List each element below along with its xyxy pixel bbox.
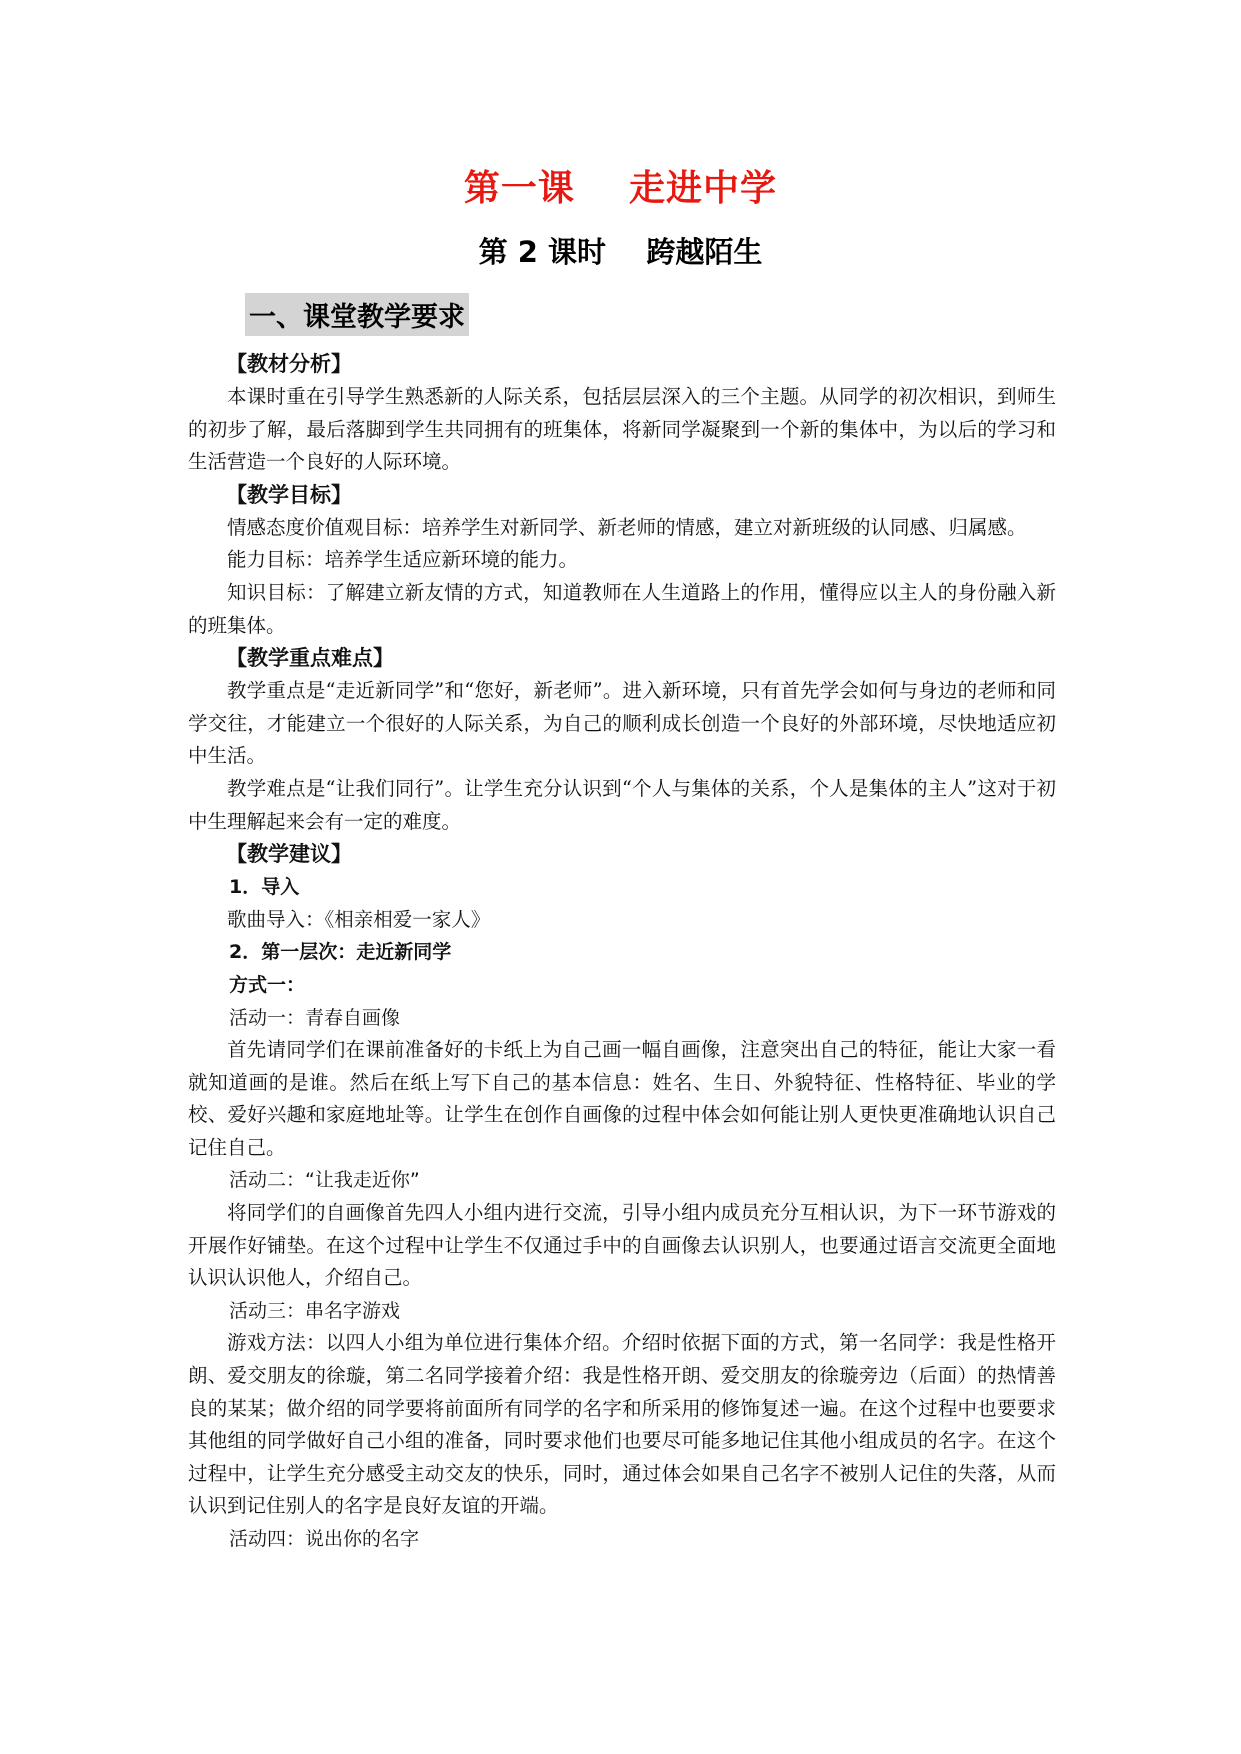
heading-key-difficult-points: 【教学重点难点】 bbox=[226, 646, 394, 671]
paragraph-ability-goal: 能力目标：培养学生适应新环境的能力。 bbox=[227, 548, 579, 572]
activity-two-text: 将同学们的自画像首先四人小组内进行交流，引导小组内成员充分互相认识，为下一环节游戏的开展作好铺垫。在这个过程中让学生不仅通过手中的自画像去认识别人，也要通过语言交流更全面地认识认识他人，介绍自己。 bbox=[188, 1201, 1056, 1290]
activity-three-title: 活动三：串名字游戏 bbox=[229, 1299, 401, 1322]
heading-teaching-suggestions: 【教学建议】 bbox=[226, 842, 352, 867]
subheading-method-one: 方式一： bbox=[229, 973, 306, 996]
paragraph-emotion-goal: 情感态度价值观目标：培养学生对新同学、新老师的情感，建立对新班级的认同感、归属感。 bbox=[227, 515, 1027, 539]
activity-two-title: 活动二：“让我走近你” bbox=[229, 1169, 420, 1192]
activity-four-title: 活动四：说出你的名字 bbox=[229, 1528, 420, 1550]
activity-one-title: 活动一：青春自画像 bbox=[229, 1006, 401, 1029]
paragraph-knowledge-goal: 知识目标：了解建立新友情的方式，知道教师在人生道路上的作用，懂得应以主人的身份融入新的班集体。 bbox=[188, 580, 1056, 637]
subheading-level-one: 2．第一层次：走近新同学 bbox=[229, 941, 452, 964]
heading-textbook-analysis: 【教材分析】 bbox=[226, 352, 352, 376]
subheading-intro: 1．导入 bbox=[229, 876, 300, 899]
activity-three-text: 游戏方法：以四人小组为单位进行集体介绍。介绍时依据下面的方式，第一名同学：我是性格开朗、爱交朋友的徐璇，第二名同学接着介绍：我是性格开朗、爱交朋友的徐璇旁边（后面）的热情善良的某某；做介绍的同学要将前面所有同学的名字和所采用的修饰复述一遍。在这个过程中也要要求其他组的同学做好自己小组的准备，同时要求他们也要尽可能多地记住其他小组成员的名字。在这个过程中，让学生充分感受主动交友的快乐，同时，通过体会如果自己名字不被别人记住的失落，从而认识到记住别人的名字是良好友谊的开端。 bbox=[188, 1331, 1056, 1518]
paragraph-key-point: 教学重点是“走近新同学”和“您好，新老师”。进入新环境，只有首先学会如何与身边的老师和同学交往，才能建立一个很好的人际关系，为自己的顺利成长创造一个良好的外部环境，尽快地适应初中生活。 bbox=[188, 679, 1056, 768]
section-heading-teaching-requirements: 一、课堂教学要求 bbox=[245, 293, 469, 336]
heading-teaching-goals: 【教学目标】 bbox=[226, 482, 352, 507]
paragraph-textbook-analysis: 本课时重在引导学生熟悉新的人际关系，包括层层深入的三个主题。从同学的初次相识，到师生的初步了解，最后落脚到学生共同拥有的班集体，将新同学凝聚到一个新的集体中，为以后的学习和生活营造一个良好的人际环境。 bbox=[188, 385, 1056, 474]
paragraph-difficult-point: 教学难点是“让我们同行”。让学生充分认识到“个人与集体的关系，个人是集体的主人”这对于初中生理解起来会有一定的难度。 bbox=[188, 776, 1056, 833]
activity-one-text: 首先请同学们在课前准备好的卡纸上为自己画一幅自画像，注意突出自己的特征，能让大家一看就知道画的是谁。然后在纸上写下自己的基本信息：姓名、生日、外貌特征、性格特征、毕业的学校、爱好兴趣和家庭地址等。让学生在创作自画像的过程中体会如何能让别人更快更准确地认识自己记住自己。 bbox=[188, 1038, 1056, 1159]
document-body bbox=[188, 348, 1056, 1556]
lesson-title: 第一课 走进中学 bbox=[463, 168, 778, 209]
lesson-subtitle: 第 2 课时 跨越陌生 bbox=[478, 235, 763, 269]
paragraph-intro: 歌曲导入：《相亲相爱一家人》 bbox=[227, 907, 491, 931]
